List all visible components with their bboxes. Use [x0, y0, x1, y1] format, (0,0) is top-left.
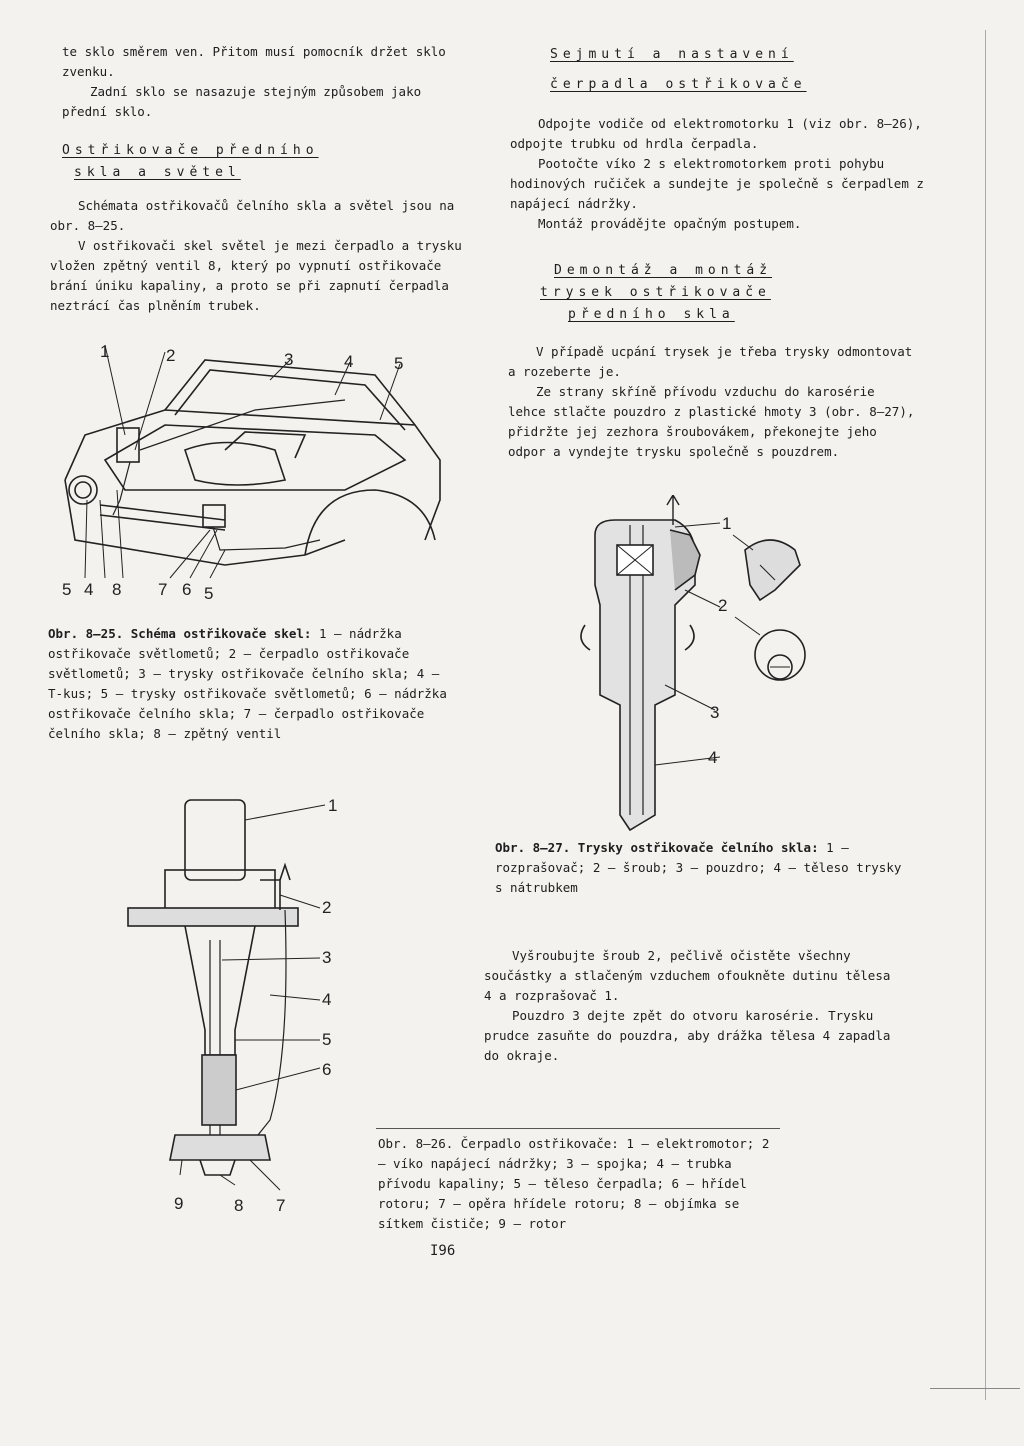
fig25-label: 4: [344, 352, 354, 371]
fig26-label: 2: [322, 898, 332, 917]
pump-paragraph-3: Montáž provádějte opačným postupem.: [538, 216, 802, 231]
pump-paragraph-1: Odpojte vodiče od elektromotorku 1 (viz obr. 8–26), odpojte trubku od hrdla čerpadla.: [510, 116, 922, 151]
scan-edge-right: [985, 30, 986, 1400]
intro-paragraph-2: Zadní sklo se nasazuje stejným způsobem jako přední sklo.: [62, 84, 422, 119]
fig27-label: 1: [722, 514, 732, 533]
caption-title: Obr. 8–26. Čerpadlo ostřikovače:: [378, 1136, 619, 1151]
fig26-label: 3: [322, 948, 332, 967]
pump-removal-text: [510, 114, 928, 234]
intro-paragraph-1: te sklo směrem ven. Přitom musí pomocník držet sklo zvenku.: [62, 44, 446, 79]
fig26-label: 9: [174, 1194, 184, 1213]
nozzle-removal-text: [508, 342, 918, 462]
heading-line: Ostřikovače předního: [62, 143, 319, 158]
washers-paragraph-1: Schémata ostřikovačů čelního skla a světel jsou na obr. 8–25.: [50, 198, 455, 233]
figure-8-26-diagram: [110, 790, 350, 1210]
fig25-label: 7: [158, 580, 168, 599]
nozzle-paragraph-2: Ze strany skříně přívodu vzduchu do karosérie lehce stlačte pouzdro z plastické hmoty 3 (obr. 8–27), přidržte jej zezhora šroubovákem, překonejte jeho odpor a vyndejte trysku společně s pouzdrem.: [508, 384, 915, 459]
fig25-label: 8: [112, 580, 122, 599]
caption-rule: [376, 1128, 780, 1129]
washers-text: [50, 196, 468, 316]
fig26-label: 5: [322, 1030, 332, 1049]
caption-body: 1 – rozprašovač; 2 – šroub; 3 – pouzdro; 4 – těleso trysky s nátrubkem: [495, 840, 902, 895]
heading-line: Sejmutí a nastavení: [550, 47, 794, 62]
figure-8-26-caption: [378, 1134, 778, 1234]
fig25-label: 6: [182, 580, 192, 599]
fig27-label: 2: [718, 596, 728, 615]
washers-paragraph-2: V ostřikovači skel světel je mezi čerpadlo a trysku vložen zpětný ventil 8, který po vypnutí ostřikovače brání úniku kapaliny, a proto se při zapnutí čerpadla neztrácí čas plněním trubek.: [50, 238, 462, 313]
scan-edge-bottom: [930, 1388, 1020, 1389]
caption-title: Obr. 8–25. Schéma ostřikovače skel:: [48, 626, 312, 641]
fig25-label: 5: [394, 354, 404, 373]
heading-line: Demontáž a montáž: [554, 263, 773, 278]
fig25-label: 2: [166, 346, 176, 365]
intro-text: [62, 42, 462, 122]
fig26-label: 6: [322, 1060, 332, 1079]
heading-nozzle-removal: [540, 260, 772, 326]
caption-title: Obr. 8–27. Trysky ostřikovače čelního skla:: [495, 840, 819, 855]
fig25-label: 5: [204, 584, 214, 603]
fig25-label: 5: [62, 580, 72, 599]
heading-line: předního skla: [568, 307, 735, 322]
page-number: I96: [430, 1243, 456, 1259]
cleaning-paragraph-2: Pouzdro 3 dejte zpět do otvoru karosérie. Trysku prudce zasuňte do pouzdra, aby drážka tělesa 4 zapadla do okraje.: [484, 1008, 891, 1063]
heading-pump-removal: [550, 44, 807, 96]
heading-line: skla a světel: [74, 165, 241, 180]
nozzle-paragraph-1: V případě ucpání trysek je třeba trysky odmontovat a rozeberte je.: [508, 344, 913, 379]
caption-body: 1 – nádržka ostřikovače světlometů; 2 – čerpadlo ostřikovače světlometů; 3 – trysky ostřikovače čelního skla; 4 – T-kus; 5 – trysky ostřikovače světlometů; 6 – nádržka ostřikovače čelního skla; 7 – čerpadlo ostřikovače čelního skla; 8 – zpětný ventil: [48, 626, 447, 741]
fig26-label: 1: [328, 796, 338, 815]
fig27-label: 4: [708, 748, 718, 767]
figure-8-25-diagram: [45, 340, 445, 620]
fig25-label: 1: [100, 342, 110, 361]
heading-line: čerpadla ostřikovače: [550, 77, 807, 92]
section-heading-washers: [62, 140, 319, 184]
fig26-label: 8: [234, 1196, 244, 1215]
heading-line: trysek ostřikovače: [540, 285, 771, 300]
figure-8-27-caption: [495, 838, 915, 898]
pump-paragraph-2: Pootočte víko 2 s elektromotorkem proti pohybu hodinových ručiček a sundejte je společně s čerpadlem z napájecí nádržky.: [510, 156, 924, 211]
cleaning-paragraph-1: Vyšroubujte šroub 2, pečlivě očistěte všechny součástky a stlačeným vzduchem ofoukněte dutinu tělesa 4 a rozprašovač 1.: [484, 948, 891, 1003]
nozzle-cleaning-text: [484, 946, 904, 1066]
figure-8-25-caption: [48, 624, 458, 744]
figure-8-27-diagram: [575, 495, 835, 835]
fig27-label: 3: [710, 703, 720, 722]
caption-body: 1 – elektromotor; 2 – víko napájecí nádržky; 3 – spojka; 4 – trubka přívodu kapaliny; 5 – těleso čerpadla; 6 – hřídel rotoru; 7 – opěra hřídele rotoru; 8 – objímka se sítkem čističe; 9 – rotor: [378, 1136, 770, 1231]
fig25-label: 4: [84, 580, 94, 599]
fig26-label: 7: [276, 1196, 286, 1215]
fig26-label: 4: [322, 990, 332, 1009]
fig25-label: 3: [284, 350, 294, 369]
